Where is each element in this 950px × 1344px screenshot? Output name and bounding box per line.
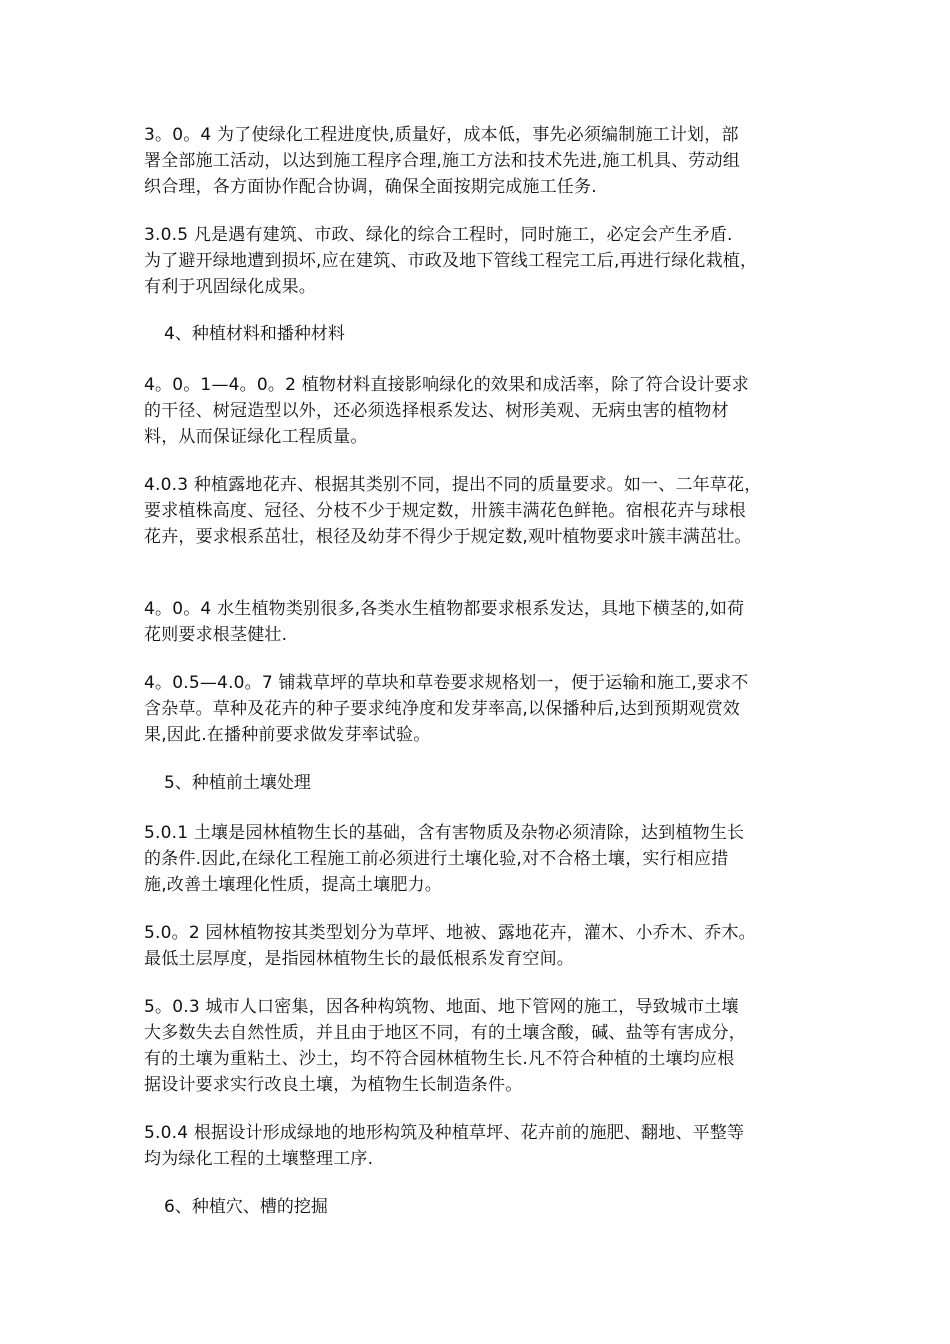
section-heading-4: 4、种植材料和播种材料 <box>164 324 345 344</box>
text-line: 5。0.3 城市人口密集，因各种构筑物、地面、地下管网的施工，导致城市土壤 <box>144 997 739 1017</box>
text-line: 3.0.5 凡是遇有建筑、市政、绿化的综合工程时，同时施工，必定会产生矛盾. <box>144 225 733 245</box>
text-line: 5.0。2 园林植物按其类型划分为草坪、地被、露地花卉，灌木、小乔木、乔木。 <box>144 923 756 943</box>
text-line: 3。0。4 为了使绿化工程进度快,质量好，成本低，事先必须编制施工计划，部 <box>144 125 739 145</box>
paragraph-3-0-4 <box>144 122 812 200</box>
text-line: 5.0.1 土壤是园林植物生长的基础，含有害物质及杂物必须清除，达到植物生长 <box>144 823 745 843</box>
text-line: 为了避开绿地遭到损坏,应在建筑、市政及地下管线工程完工后,再进行绿化栽植， <box>144 251 758 271</box>
paragraph-5-0-1 <box>144 820 812 898</box>
section-heading-5: 5、种植前土壤处理 <box>164 773 311 793</box>
paragraph-4-0-5 <box>144 670 812 748</box>
paragraph-5-0-3 <box>144 994 812 1098</box>
text-line: 施,改善土壤理化性质，提高土壤肥力。 <box>144 875 443 895</box>
text-line: 花则要求根茎健壮. <box>144 625 288 645</box>
text-line: 的条件.因此,在绿化工程施工前必须进行土壤化验,对不合格土壤，实行相应措 <box>144 849 729 869</box>
text-line: 4。0。1—4。0。2 植物材料直接影响绿化的效果和成活率，除了符合设计要求 <box>144 375 749 395</box>
text-line: 最低土层厚度，是指园林植物生长的最低根系发育空间。 <box>144 949 574 969</box>
text-line: 4。0.5—4.0。7 铺栽草坪的草块和草卷要求规格划一，便于运输和施工,要求不 <box>144 673 749 693</box>
text-line: 的干径、树冠造型以外，还必须选择根系发达、树形美观、无病虫害的植物材 <box>144 401 729 421</box>
text-line: 果,因此.在播种前要求做发芽率试验。 <box>144 725 431 745</box>
text-line: 含杂草。草种及花卉的种子要求纯净度和发芽率高,以保播种后,达到预期观赏效 <box>144 699 741 719</box>
text-line: 4。0。4 水生植物类别很多,各类水生植物都要求根系发达，具地下横茎的,如荷 <box>144 599 745 619</box>
paragraph-4-0-3 <box>144 472 812 550</box>
section-heading-6: 6、种植穴、槽的挖掘 <box>164 1197 328 1217</box>
text-line: 织合理，各方面协作配合协调，确保全面按期完成施工任务. <box>144 177 597 197</box>
paragraph-5-0-2 <box>144 920 812 972</box>
text-line: 署全部施工活动，以达到施工程序合理,施工方法和技术先进,施工机具、劳动组 <box>144 151 741 171</box>
text-line: 有的土壤为重粘土、沙土，均不符合园林植物生长.凡不符合种植的土壤均应根 <box>144 1049 735 1069</box>
paragraph-5-0-4 <box>144 1120 812 1172</box>
text-line: 料，从而保证绿化工程质量。 <box>144 427 368 447</box>
text-line: 有利于巩固绿化成果。 <box>144 277 316 297</box>
text-line: 要求植株高度、冠径、分枝不少于规定数，卅簇丰满花色鲜艳。宿根花卉与球根 <box>144 501 746 521</box>
paragraph-3-0-5 <box>144 222 812 300</box>
text-line: 大多数失去自然性质，并且由于地区不同，有的土壤含酸，碱、盐等有害成分， <box>144 1023 746 1043</box>
paragraph-4-0-1 <box>144 372 812 450</box>
text-line: 据设计要求实行改良土壤，为植物生长制造条件。 <box>144 1075 523 1095</box>
text-line: 花卉，要求根系茁壮，根径及幼芽不得少于规定数,观叶植物要求叶簇丰满茁壮。 <box>144 527 752 547</box>
text-line: 均为绿化工程的土壤整理工序. <box>144 1149 374 1169</box>
text-line: 4.0.3 种植露地花卉、根据其类别不同，提出不同的质量要求。如一、二年草花， <box>144 475 762 495</box>
text-line: 5.0.4 根据设计形成绿地的地形构筑及种植草坪、花卉前的施肥、翻地、平整等 <box>144 1123 745 1143</box>
paragraph-4-0-4 <box>144 596 812 648</box>
